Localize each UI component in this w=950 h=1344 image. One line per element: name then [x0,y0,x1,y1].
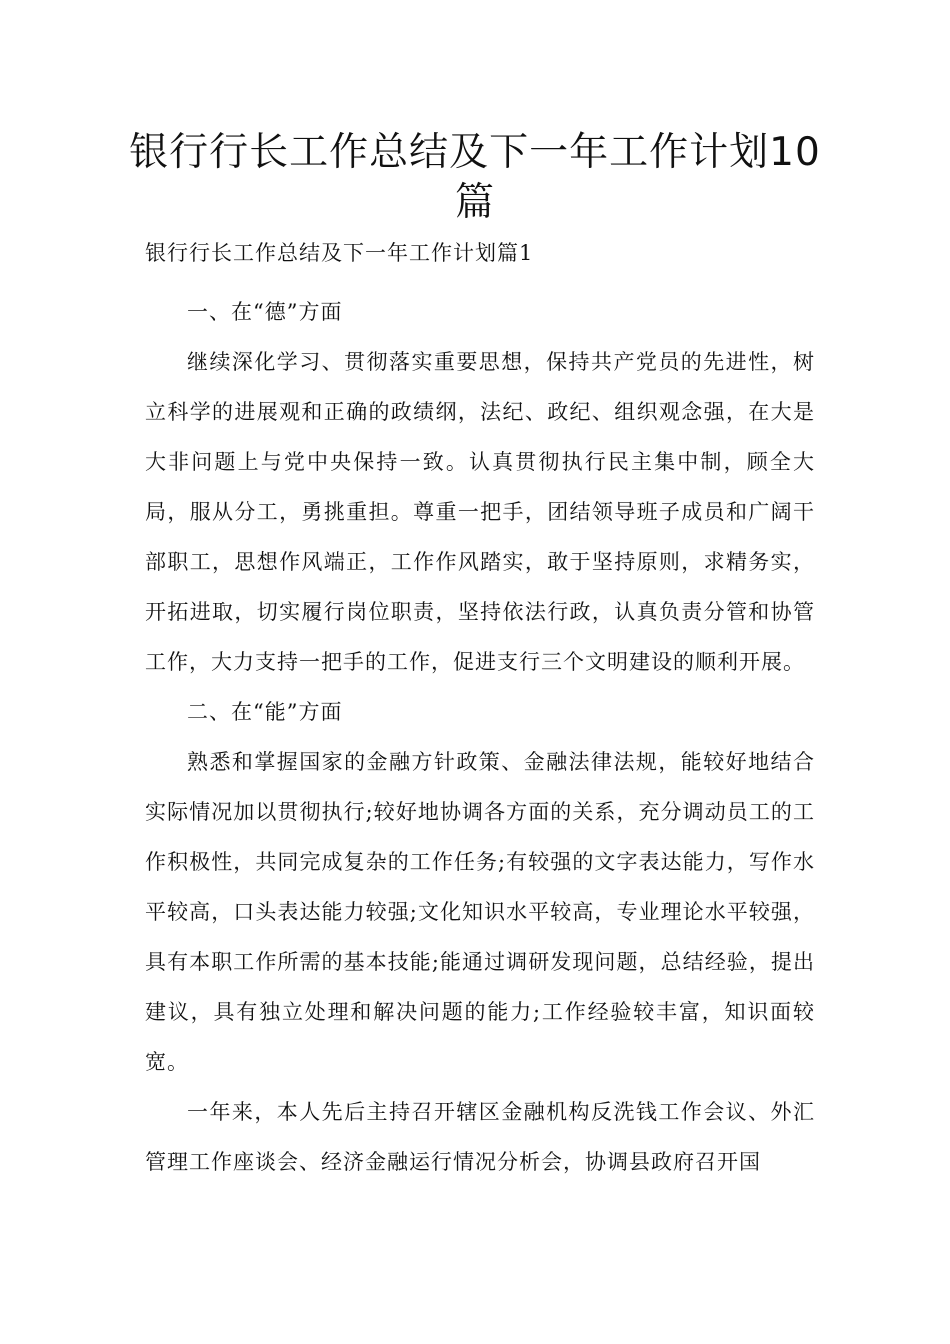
paragraph-year-review: 一年来，本人先后主持召开辖区金融机构反洗钱工作会议、外汇管理工作座谈会、经济金融运行情况分析会，协调县政府召开国 [145,1100,815,1174]
document-subtitle: 银行行长工作总结及下一年工作计划篇1 [145,241,534,265]
paragraph-neng: 熟悉和掌握国家的金融方针政策、金融法律法规，能较好地结合实际情况加以贯彻执行;较好地协调各方面的关系，充分调动员工的工作积极性，共同完成复杂的工作任务;有较强的文字表达能力，写作水平较高，口头表达能力较强;文化知识水平较高，专业理论水平较强，具有本职工作所需的基本技能;能通过调研发现问题，总结经验，提出建议，具有独立处理和解决问题的能力;工作经验较丰富，知识面较宽。 [145,750,815,1074]
paragraph-de: 继续深化学习、贯彻落实重要思想，保持共产党员的先进性，树立科学的进展观和正确的政绩纲，法纪、政纪、组织观念强，在大是大非问题上与党中央保持一致。认真贯彻执行民主集中制，顾全大局，服从分工，勇挑重担。尊重一把手，团结领导班子成员和广阔干部职工，思想作风端正，工作作风踏实，敢于坚持原则，求精务实，开拓进取，切实履行岗位职责，坚持依法行政，认真负责分管和协管工作，大力支持一把手的工作，促进支行三个文明建设的顺利开展。 [145,350,815,674]
document-title: 银行行长工作总结及下一年工作计划10篇 [129,130,821,225]
section-heading-de: 一、在“德”方面 [187,300,343,324]
section-heading-neng: 二、在“能”方面 [187,700,343,724]
document-body [145,287,815,1187]
